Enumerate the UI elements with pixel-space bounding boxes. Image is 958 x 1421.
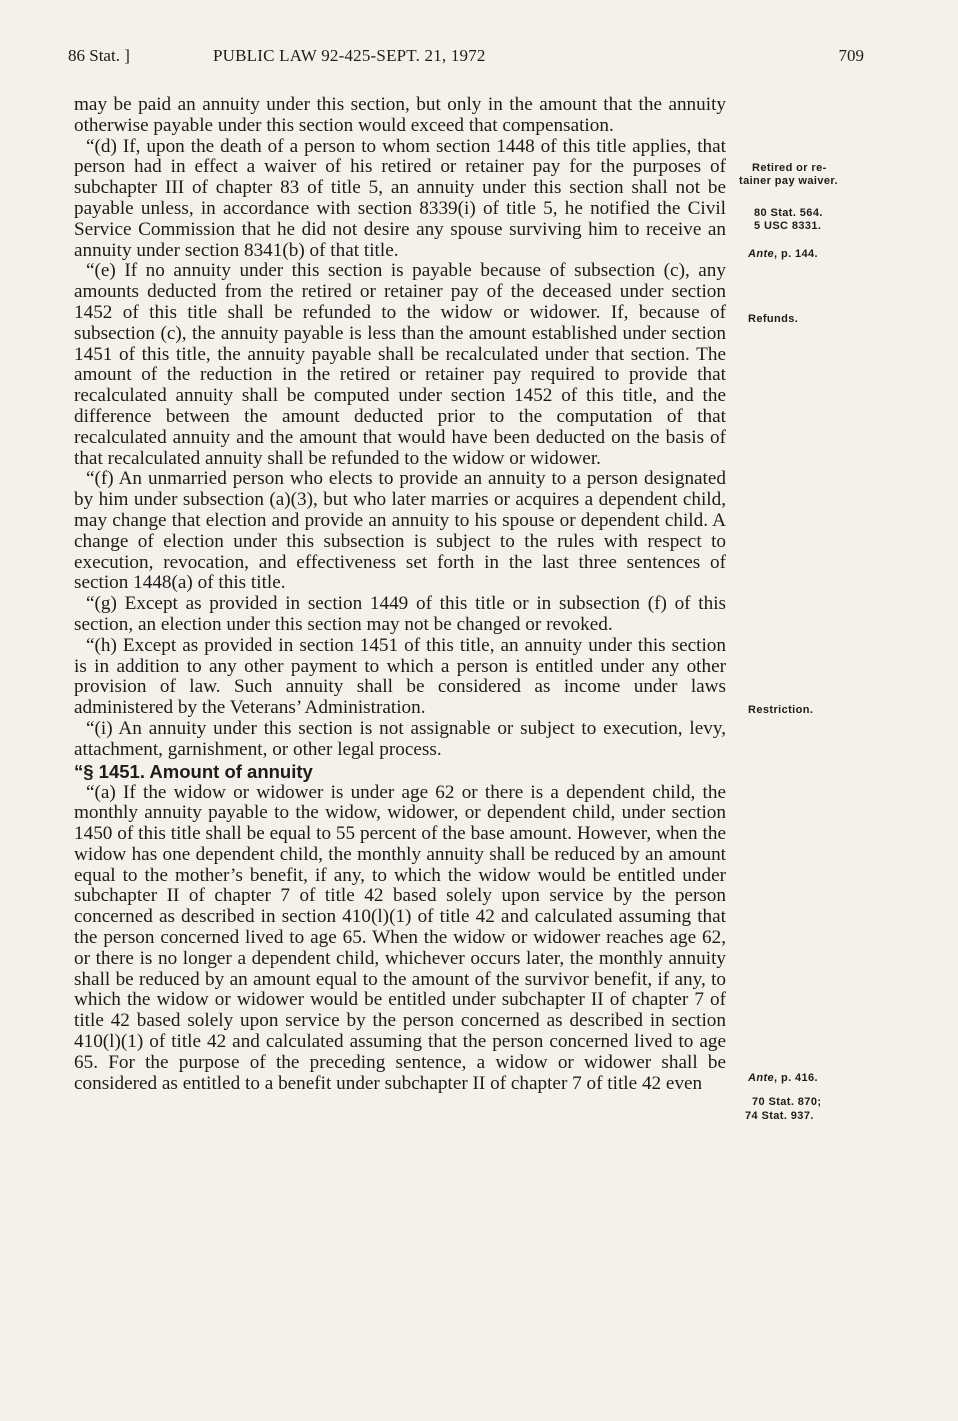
- margin-note-stat-870: 70 Stat. 870;: [752, 1096, 822, 1108]
- margin-note-ante-416: [748, 1072, 948, 1085]
- margin-note-stat-564-text: 80 Stat. 564.: [754, 207, 823, 219]
- paragraph-f: “(f) An unmarried person who elects to provide an annuity to a person designated by him under subsection (a)(3), but who later marries or acquires a dependent child, may change that election and provide an annuity to his spouse or dependent child. A change of election under this subsection is subject to the rules with respect to execution, revocation, and effectiveness set forth in the last three sentences of section 1448(a) of this title.: [74, 468, 726, 594]
- margin-note-waiver-line2: tainer pay waiver.: [739, 175, 838, 187]
- margin-note-usc-8331: 5 USC 8331.: [754, 220, 822, 232]
- margin-note-ante-144-page: , p. 144.: [774, 248, 818, 260]
- margin-note-waiver: [739, 162, 948, 188]
- paragraph-h: “(h) Except as provided in section 1451 of this title, an annuity under this section is in addition to any other payment to which a person is entitled under any other provision of law. Such annuity shall be considered as income under laws administered by the Veterans’ Administration.: [74, 634, 726, 719]
- page-header: [68, 46, 868, 76]
- section-1451-paragraph-a: “(a) If the widow or widower is under age 62 or there is a dependent child, the monthly annuity payable to the widow, widower, or dependent child, under section 1450 of this title shall be equal to 55 percent of the base amount. However, when the widow has one dependent child, the monthly annuity shall be reduced by an amount equal to the mother’s benefit, if any, to which the widow would be entitled under subchapter II of chapter 7 of title 42 based solely upon service by the person concerned as described in section 410(l)(1) of title 42 and calculated assuming that the person concerned lived to age 65. When the widow or widower reaches age 62, or there is no longer a dependent child, whichever occurs later, the monthly annuity shall be reduced by an amount equal to the amount of the survivor benefit, if any, to which the widow or widower would be entitled under subchapter II of chapter 7 of title 42 based solely upon service by the person concerned as described in section 410(l)(1) of title 42 and calculated assuming that the person concerned lived to age 65. For the purpose of the preceding sentence, a widow or widower shall be considered as entitled to a benefit under subchapter II of chapter 7 of title 42 even: [74, 781, 726, 1094]
- paragraph-d: “(d) If, upon the death of a person to whom section 1448 of this title applies, that person had in effect a waiver of his retired or retainer pay for the purposes of subchapter III of chapter 83 of title 5, an annuity under this section shall not be payable unless, in accordance with section 8339(i) of title 5, he notified the Civil Service Commission that he did not desire any spouse surviving him to receive an annuity under section 8341(b) of that title.: [74, 135, 726, 261]
- section-heading: “§ 1451. Amount of annuity: [74, 760, 313, 782]
- paragraph-g: “(g) Except as provided in section 1449 of this title or in subsection (f) of this section, an election under this section may not be changed or revoked.: [74, 593, 726, 635]
- page-title: PUBLIC LAW 92-425-SEPT. 21, 1972: [213, 46, 486, 65]
- page-number: 709: [838, 46, 864, 65]
- margin-note-ante-416-page: , p. 416.: [774, 1072, 818, 1084]
- paragraph-e: “(e) If no annuity under this section is payable because of subsection (c), any amounts deducted from the retired or retainer pay of the deceased under section 1452 of this title shall be refunded to the widow or widower. If, because of subsection (c), the annuity payable is less than the amount established under section 1451 of this title, the annuity payable shall be recalculated under that section. The amount of the reduction in the retired or retainer pay required to provide that recalculated annuity shall be computed under section 1452 of this title, and the difference between the amount deducted prior to the computation of that recalculated annuity and the amount that would have been deducted on the basis of that recalculated annuity shall be refunded to the widow or widower.: [74, 260, 726, 469]
- margin-note-waiver-line1: Retired or re-: [752, 162, 827, 174]
- margin-note-ante-416-label: Ante: [748, 1072, 775, 1084]
- paragraph-i: “(i) An annuity under this section is not assignable or subject to execution, levy, attachment, garnishment, or other legal process.: [74, 717, 726, 760]
- margin-note-ante-144: [748, 248, 948, 261]
- margin-note-refunds: Refunds.: [748, 313, 799, 325]
- body-text: [74, 95, 726, 1094]
- margin-note-ante-144-label: Ante: [748, 248, 775, 260]
- volume-reference: 86 Stat. ]: [68, 46, 130, 65]
- paragraph-continuation: may be paid an annuity under this section, but only in the amount that the annuity otherwise payable under this section would exceed that compensation.: [74, 94, 726, 136]
- margin-note-stat-564: [754, 207, 954, 233]
- margin-note-stat-937: 74 Stat. 937.: [745, 1110, 814, 1122]
- margin-note-restriction: Restriction.: [748, 704, 814, 716]
